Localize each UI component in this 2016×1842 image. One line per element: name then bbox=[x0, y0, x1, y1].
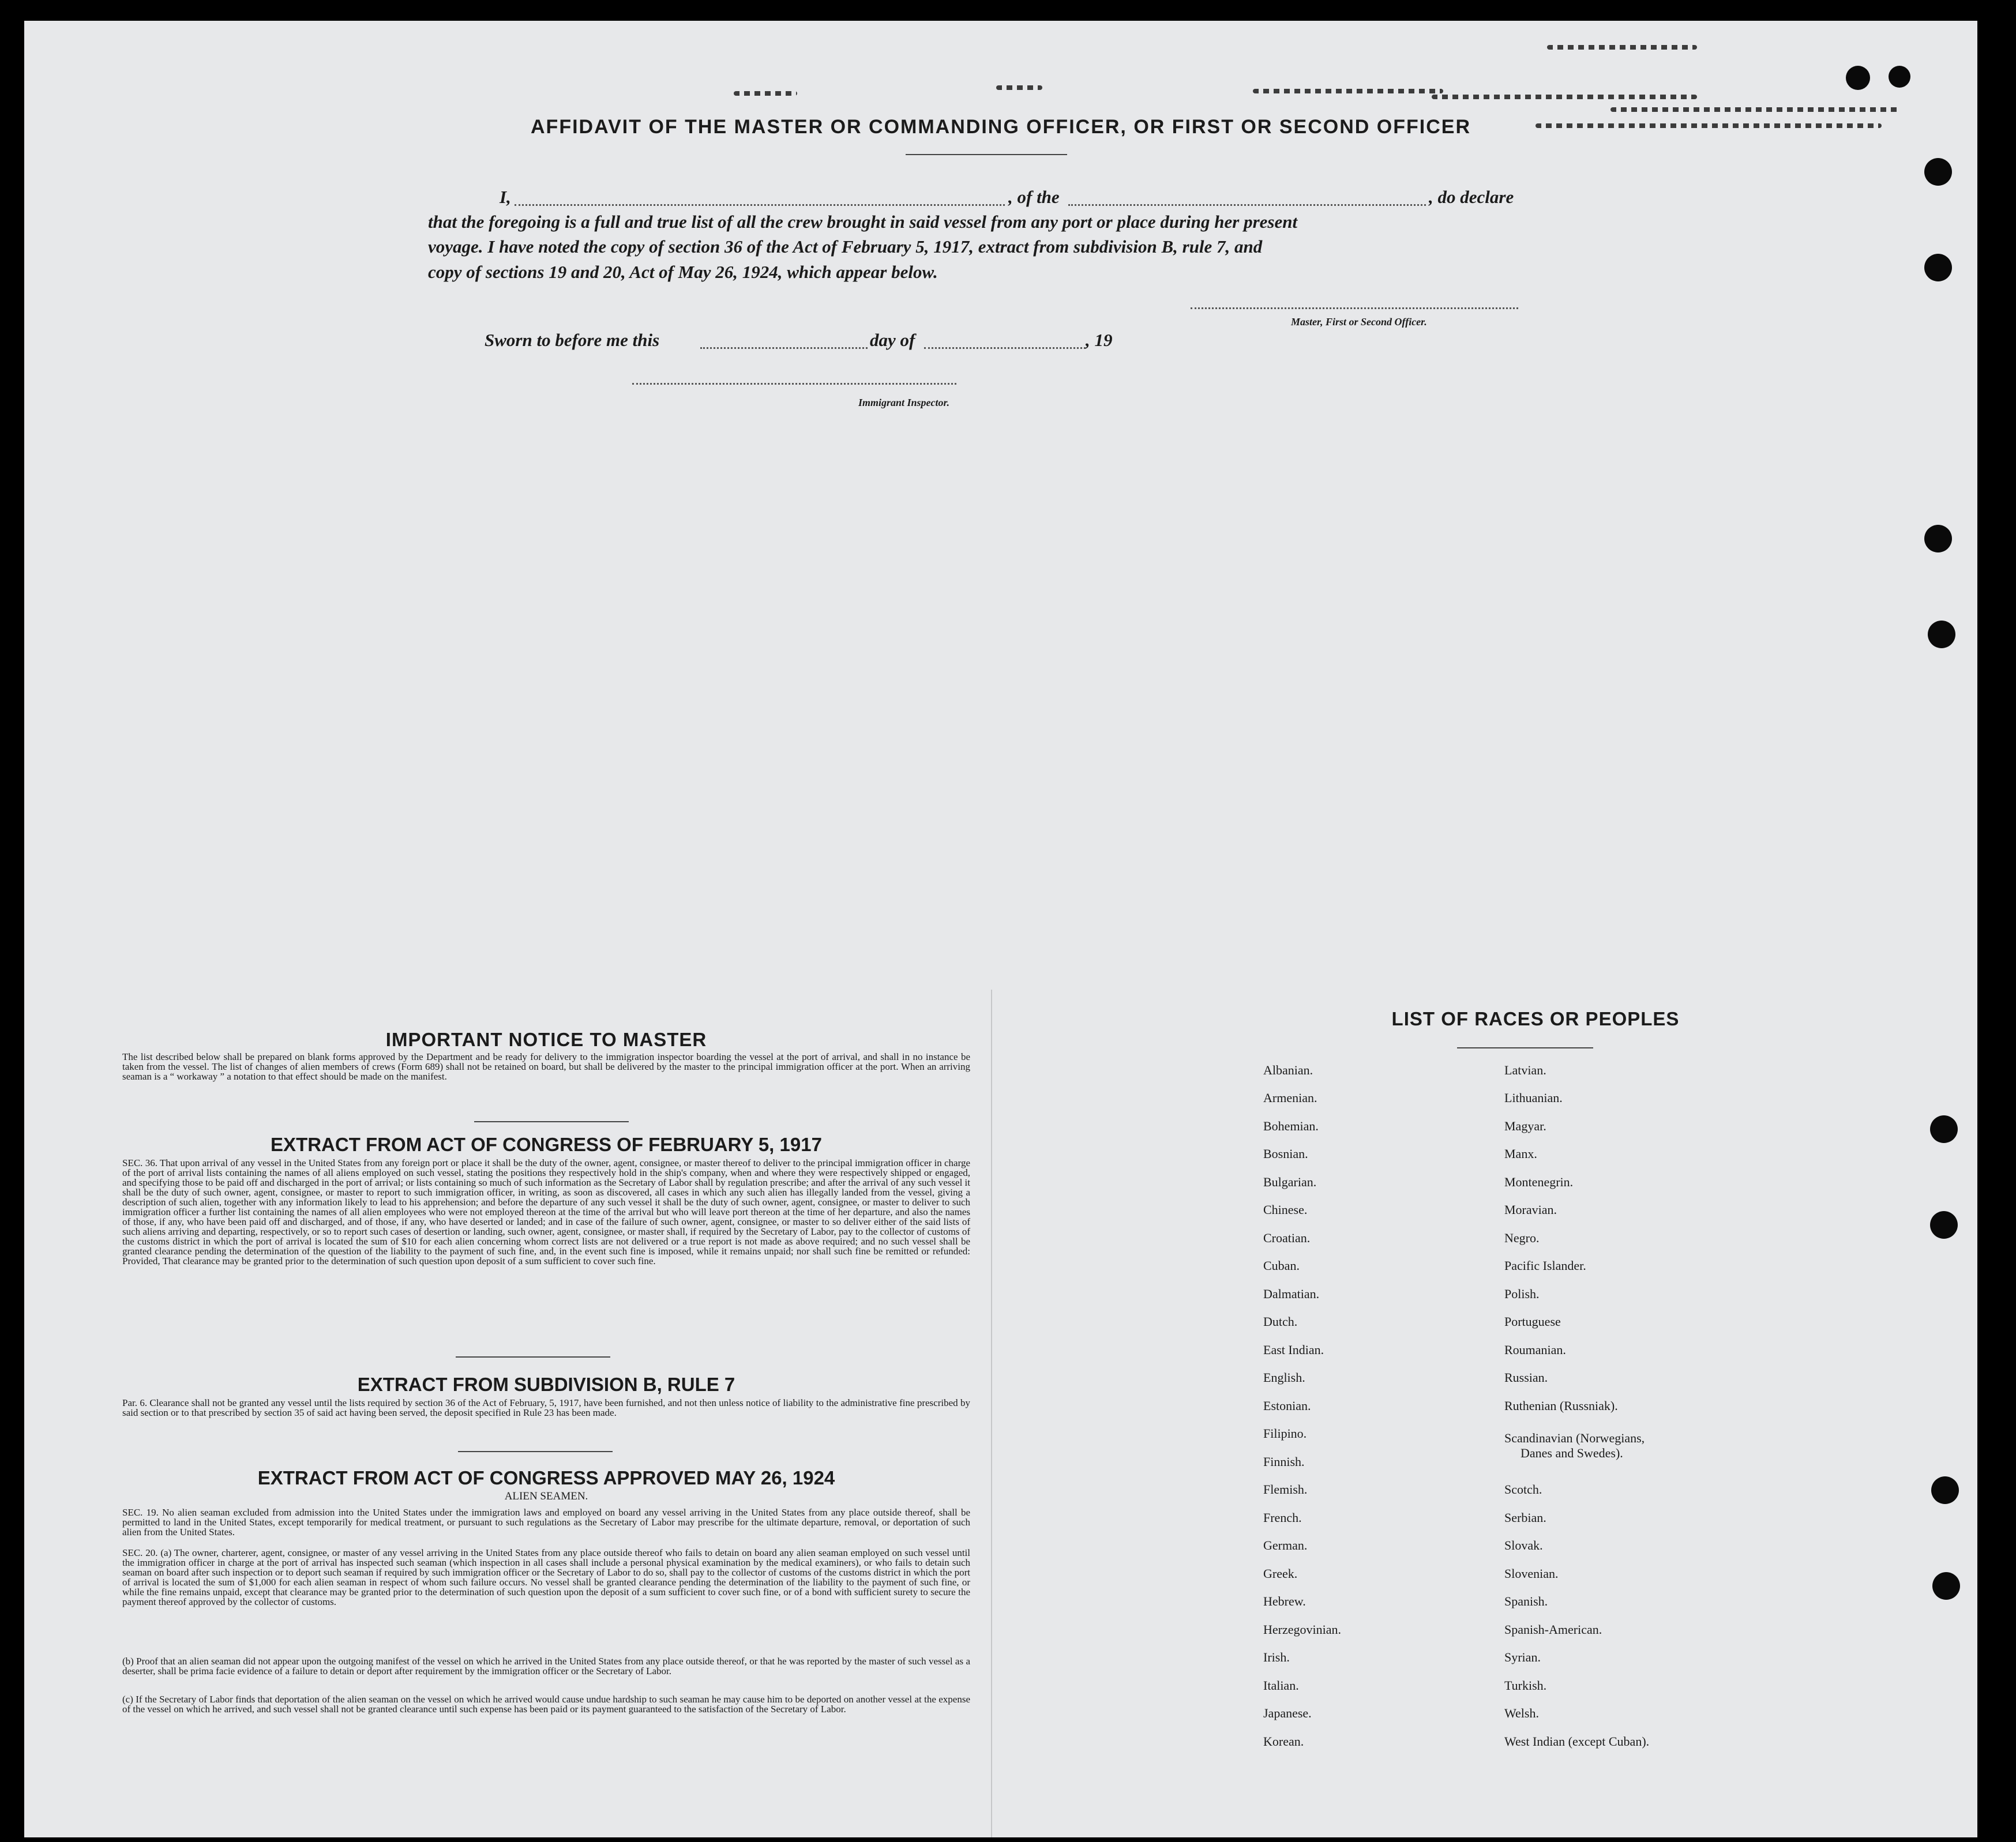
race-left: Armenian. bbox=[1263, 1091, 1317, 1105]
punch-hole bbox=[1928, 621, 1955, 648]
race-right: Portuguese bbox=[1504, 1314, 1561, 1329]
race-left: Dutch. bbox=[1263, 1314, 1298, 1329]
inspector-signature-blank bbox=[632, 383, 956, 385]
punch-hole bbox=[1889, 66, 1910, 88]
sworn-day-blank bbox=[700, 347, 868, 349]
race-left: Cuban. bbox=[1263, 1258, 1300, 1273]
race-right: Spanish. bbox=[1504, 1594, 1548, 1608]
document-page bbox=[24, 21, 1977, 1837]
race-right: Roumanian. bbox=[1504, 1343, 1566, 1357]
affidavit-line-3: voyage. I have noted the copy of section 36 of the Act of February 5, 1917, extract from subdivision B, rule 7, and bbox=[428, 236, 1263, 257]
race-right: Turkish. bbox=[1504, 1678, 1547, 1693]
race-left: Hebrew. bbox=[1263, 1594, 1306, 1608]
race-right: Danes and Swedes). bbox=[1521, 1446, 1623, 1460]
race-left: French. bbox=[1263, 1510, 1302, 1525]
race-right: West Indian (except Cuban). bbox=[1504, 1734, 1650, 1749]
race-right: Latvian. bbox=[1504, 1063, 1546, 1077]
punch-hole bbox=[1924, 525, 1952, 552]
race-left: Greek. bbox=[1263, 1566, 1298, 1581]
race-left: Filipino. bbox=[1263, 1426, 1307, 1441]
punch-hole bbox=[1924, 254, 1952, 281]
race-right: Lithuanian. bbox=[1504, 1091, 1563, 1105]
extract-1924-sec20b: (b) Proof that an alien seaman did not appear upon the outgoing manifest of the vessel on which he arrived in the United States from any place outside thereof, or that he was reported by the master of such vessel as a deserter, shall be prima facie evidence of a failure to detain or deport after requirement by the immigration officer or the Secretary of Labor. bbox=[122, 1656, 970, 1676]
title-divider bbox=[906, 154, 1067, 155]
master-signature-blank bbox=[1191, 307, 1518, 309]
race-left: Irish. bbox=[1263, 1650, 1290, 1664]
ink-speck bbox=[1432, 95, 1697, 99]
race-right: Russian. bbox=[1504, 1370, 1548, 1385]
affidavit-line-1-i: I, bbox=[500, 187, 511, 207]
race-right: Scotch. bbox=[1504, 1482, 1542, 1497]
race-left: Herzegovinian. bbox=[1263, 1622, 1341, 1637]
race-left: Dalmatian. bbox=[1263, 1287, 1320, 1301]
punch-hole bbox=[1924, 158, 1952, 186]
race-right: Montenegrin. bbox=[1504, 1175, 1574, 1189]
extract-rule7-title: EXTRACT FROM SUBDIVISION B, RULE 7 bbox=[357, 1374, 735, 1395]
sworn-month-blank bbox=[924, 347, 1086, 349]
extract-1924-subtitle: ALIEN SEAMEN. bbox=[504, 1490, 588, 1502]
race-right: Slovenian. bbox=[1504, 1566, 1559, 1581]
ink-speck bbox=[1547, 45, 1697, 50]
race-right: Negro. bbox=[1504, 1231, 1540, 1245]
races-title: LIST OF RACES OR PEOPLES bbox=[1391, 1008, 1680, 1029]
race-right: Ruthenian (Russniak). bbox=[1504, 1399, 1618, 1413]
affidavit-title: AFFIDAVIT OF THE MASTER OR COMMANDING OFFICER, OR FIRST OR SECOND OFFICER bbox=[531, 116, 1471, 138]
race-left: Japanese. bbox=[1263, 1706, 1312, 1720]
affidavit-line-4: copy of sections 19 and 20, Act of May 26, 1924, which appear below. bbox=[428, 262, 938, 282]
race-right: Manx. bbox=[1504, 1146, 1537, 1161]
fold-line bbox=[991, 990, 992, 1837]
punch-hole bbox=[1846, 66, 1870, 90]
race-left: Chinese. bbox=[1263, 1202, 1308, 1217]
race-right: Moravian. bbox=[1504, 1202, 1557, 1217]
master-caption: Master, First or Second Officer. bbox=[1291, 316, 1427, 328]
affidavit-line-1-of: , of the bbox=[1008, 187, 1060, 207]
race-right: Magyar. bbox=[1504, 1119, 1546, 1133]
race-right: Syrian. bbox=[1504, 1650, 1541, 1664]
vessel-blank bbox=[1068, 204, 1426, 206]
affidavit-line-1-declare: , do declare bbox=[1429, 187, 1514, 207]
race-left: Korean. bbox=[1263, 1734, 1304, 1749]
race-left: Croatian. bbox=[1263, 1231, 1311, 1245]
affidavit-line-2: that the foregoing is a full and true list of all the crew brought in said vessel from any port or place during her present bbox=[428, 212, 1298, 232]
race-left: German. bbox=[1263, 1538, 1308, 1552]
ink-speck bbox=[734, 91, 797, 96]
name-blank bbox=[515, 204, 1005, 206]
race-left: Italian. bbox=[1263, 1678, 1299, 1693]
notice-text: The list described below shall be prepared on blank forms approved by the Department and be ready for delivery to the immigration inspector boarding the vessel at the port of arrival, and shall in no instance be taken from the vessel. The list of changes of alien members of crews (Form 689) shall not be retained on board, but shall be delivered by the master to the principal immigration officer at the port. When an arriving seaman is a “ workaway ” a notation to that effect should be made on the manifest. bbox=[122, 1051, 970, 1082]
punch-hole bbox=[1932, 1572, 1960, 1600]
race-left: Flemish. bbox=[1263, 1482, 1308, 1497]
extract-rule7-text: Par. 6. Clearance shall not be granted any vessel until the lists required by section 36 of the Act of February, 5, 1917, have been furnished, and not then unless notice of liability to the administrative fine prescribed by said section or to that prescribed by section 35 of said act having been served, the deposit specified in Rule 23 has been made. bbox=[122, 1397, 970, 1418]
race-left: Albanian. bbox=[1263, 1063, 1313, 1077]
race-right: Welsh. bbox=[1504, 1706, 1539, 1720]
inspector-caption: Immigrant Inspector. bbox=[858, 397, 950, 408]
race-left: Finnish. bbox=[1263, 1454, 1305, 1469]
extract-1924-sec19: SEC. 19. No alien seaman excluded from admission into the United States under the immigration laws and employed on board any vessel arriving in the United States from any place outside thereof, shall be permitted to land in the United States, except temporarily for medical treatment, or pursuant to such regulations as the Secretary of Labor may prescribe for the ultimate departure, removal, or deportation of such alien from the United States. bbox=[122, 1507, 970, 1537]
ink-speck bbox=[996, 85, 1042, 90]
race-right: Polish. bbox=[1504, 1287, 1540, 1301]
race-left: Estonian. bbox=[1263, 1399, 1311, 1413]
sworn-year: , 19 bbox=[1086, 330, 1113, 350]
ink-speck bbox=[1253, 89, 1443, 93]
sworn-day-of: day of bbox=[870, 330, 915, 350]
extract-1924-title: EXTRACT FROM ACT OF CONGRESS APPROVED MAY 26, 1924 bbox=[257, 1467, 835, 1488]
section-divider bbox=[458, 1451, 613, 1452]
punch-hole bbox=[1931, 1476, 1959, 1504]
race-right: Scandinavian (Norwegians, bbox=[1504, 1431, 1645, 1445]
punch-hole bbox=[1930, 1211, 1958, 1239]
ink-speck bbox=[1610, 107, 1899, 112]
race-left: Bosnian. bbox=[1263, 1146, 1308, 1161]
extract-1924-sec20c: (c) If the Secretary of Labor finds that deportation of the alien seaman on the vessel on which he arrived would cause undue hardship to such seaman he may cause him to be deported on another vessel at the expense of the vessel on which he arrived, and such vessel shall not be granted clearance until such expense has been paid or its payment guaranteed to the satisfaction of the Secretary of Labor. bbox=[122, 1694, 970, 1715]
extract-1924-sec20a: SEC. 20. (a) The owner, charterer, agent, consignee, or master of any vessel arriving in the United States from any place outside thereof who fails to detain on board any alien seaman employed on such vessel until the immigration officer in charge at the port of arrival has inspected such seaman (which inspection in all cases shall include a personal physical examination by the medical examiners), or who fails to detain such seaman on board after such inspection or to deport such seaman if required by such immigration officer or the Secretary of Labor to do so, shall pay to the collector of customs of the customs district in which the port of arrival is located the sum of $1,000 for each alien seaman in respect of whom such failure occurs. No vessel shall be granted clearance pending the determination of the liability to the payment of such fine, or while the fine remains unpaid, except that clearance may be granted prior to the determination of such question upon the deposit of a sum sufficient to cover such fine, or of a bond with sufficient surety to secure the payment thereof approved by the collector of customs. bbox=[122, 1547, 970, 1607]
race-left: English. bbox=[1263, 1370, 1305, 1385]
punch-hole bbox=[1930, 1115, 1958, 1143]
section-divider bbox=[474, 1121, 629, 1122]
race-right: Spanish-American. bbox=[1504, 1622, 1602, 1637]
race-left: East Indian. bbox=[1263, 1343, 1324, 1357]
notice-title: IMPORTANT NOTICE TO MASTER bbox=[385, 1029, 707, 1050]
races-divider bbox=[1457, 1047, 1593, 1048]
extract-1917-title: EXTRACT FROM ACT OF CONGRESS OF FEBRUARY 5, 1917 bbox=[271, 1134, 822, 1155]
race-right: Pacific Islander. bbox=[1504, 1258, 1586, 1273]
sworn-text: Sworn to before me this bbox=[485, 330, 660, 350]
race-left: Bohemian. bbox=[1263, 1119, 1319, 1133]
race-left: Bulgarian. bbox=[1263, 1175, 1317, 1189]
race-right: Slovak. bbox=[1504, 1538, 1543, 1552]
race-right: Serbian. bbox=[1504, 1510, 1546, 1525]
section-divider bbox=[456, 1356, 610, 1358]
extract-1917-text: SEC. 36. That upon arrival of any vessel in the United States from any foreign port or place it shall be the duty of the owner, agent, consignee, or master thereof to deliver to the principal immigration officer in charge of the port of arrival lists containing the names of all aliens employed on such vessel, stating the positions they respectively hold in the ship's company, when and where they were respectively shipped or engaged, and specifying those to be paid off and discharged in the port of arrival; or lists containing so much of such information as the Secretary of Labor shall by regulation prescribe; and after the arrival of any such vessel it shall be the duty of such owner, agent, consignee, or master to report to such immigration officer, in writing, as soon as discovered, all cases in which any such alien has illegally landed from the vessel, giving a description of such alien, together with any information likely to lead to his apprehension; and before the departure of any such vessel it shall be the duty of such owner, agent, consignee, or master to deliver to such immigration officer a further list containing the names of all alien employees who were not employed thereon at the time of the arrival but who will leave port thereon at the time of her departure, and also the names of those, if any, who have been paid off and discharged, and of those, if any, who have deserted or landed; and in case of the failure of such owner, agent, consignee, or master to so deliver either of the said lists of such aliens arriving and departing, respectively, or so to report such cases of desertion or landing, such owner, agent, consignee, or master shall, if required by the Secretary of Labor, pay to the collector of customs of the customs district in which the port of arrival is located the sum of $10 for each alien concerning whom correct lists are not delivered or a true report is not made as above required; and no such vessel shall be granted clearance pending the determination of the question of the liability to the payment of such fine, and, in the event such fine is imposed, while it remains unpaid; nor shall such fine be remitted or refunded: Provided, That clearance may be granted prior to the determination of such question upon deposit of a sum sufficient to cover such fine. bbox=[122, 1157, 970, 1266]
